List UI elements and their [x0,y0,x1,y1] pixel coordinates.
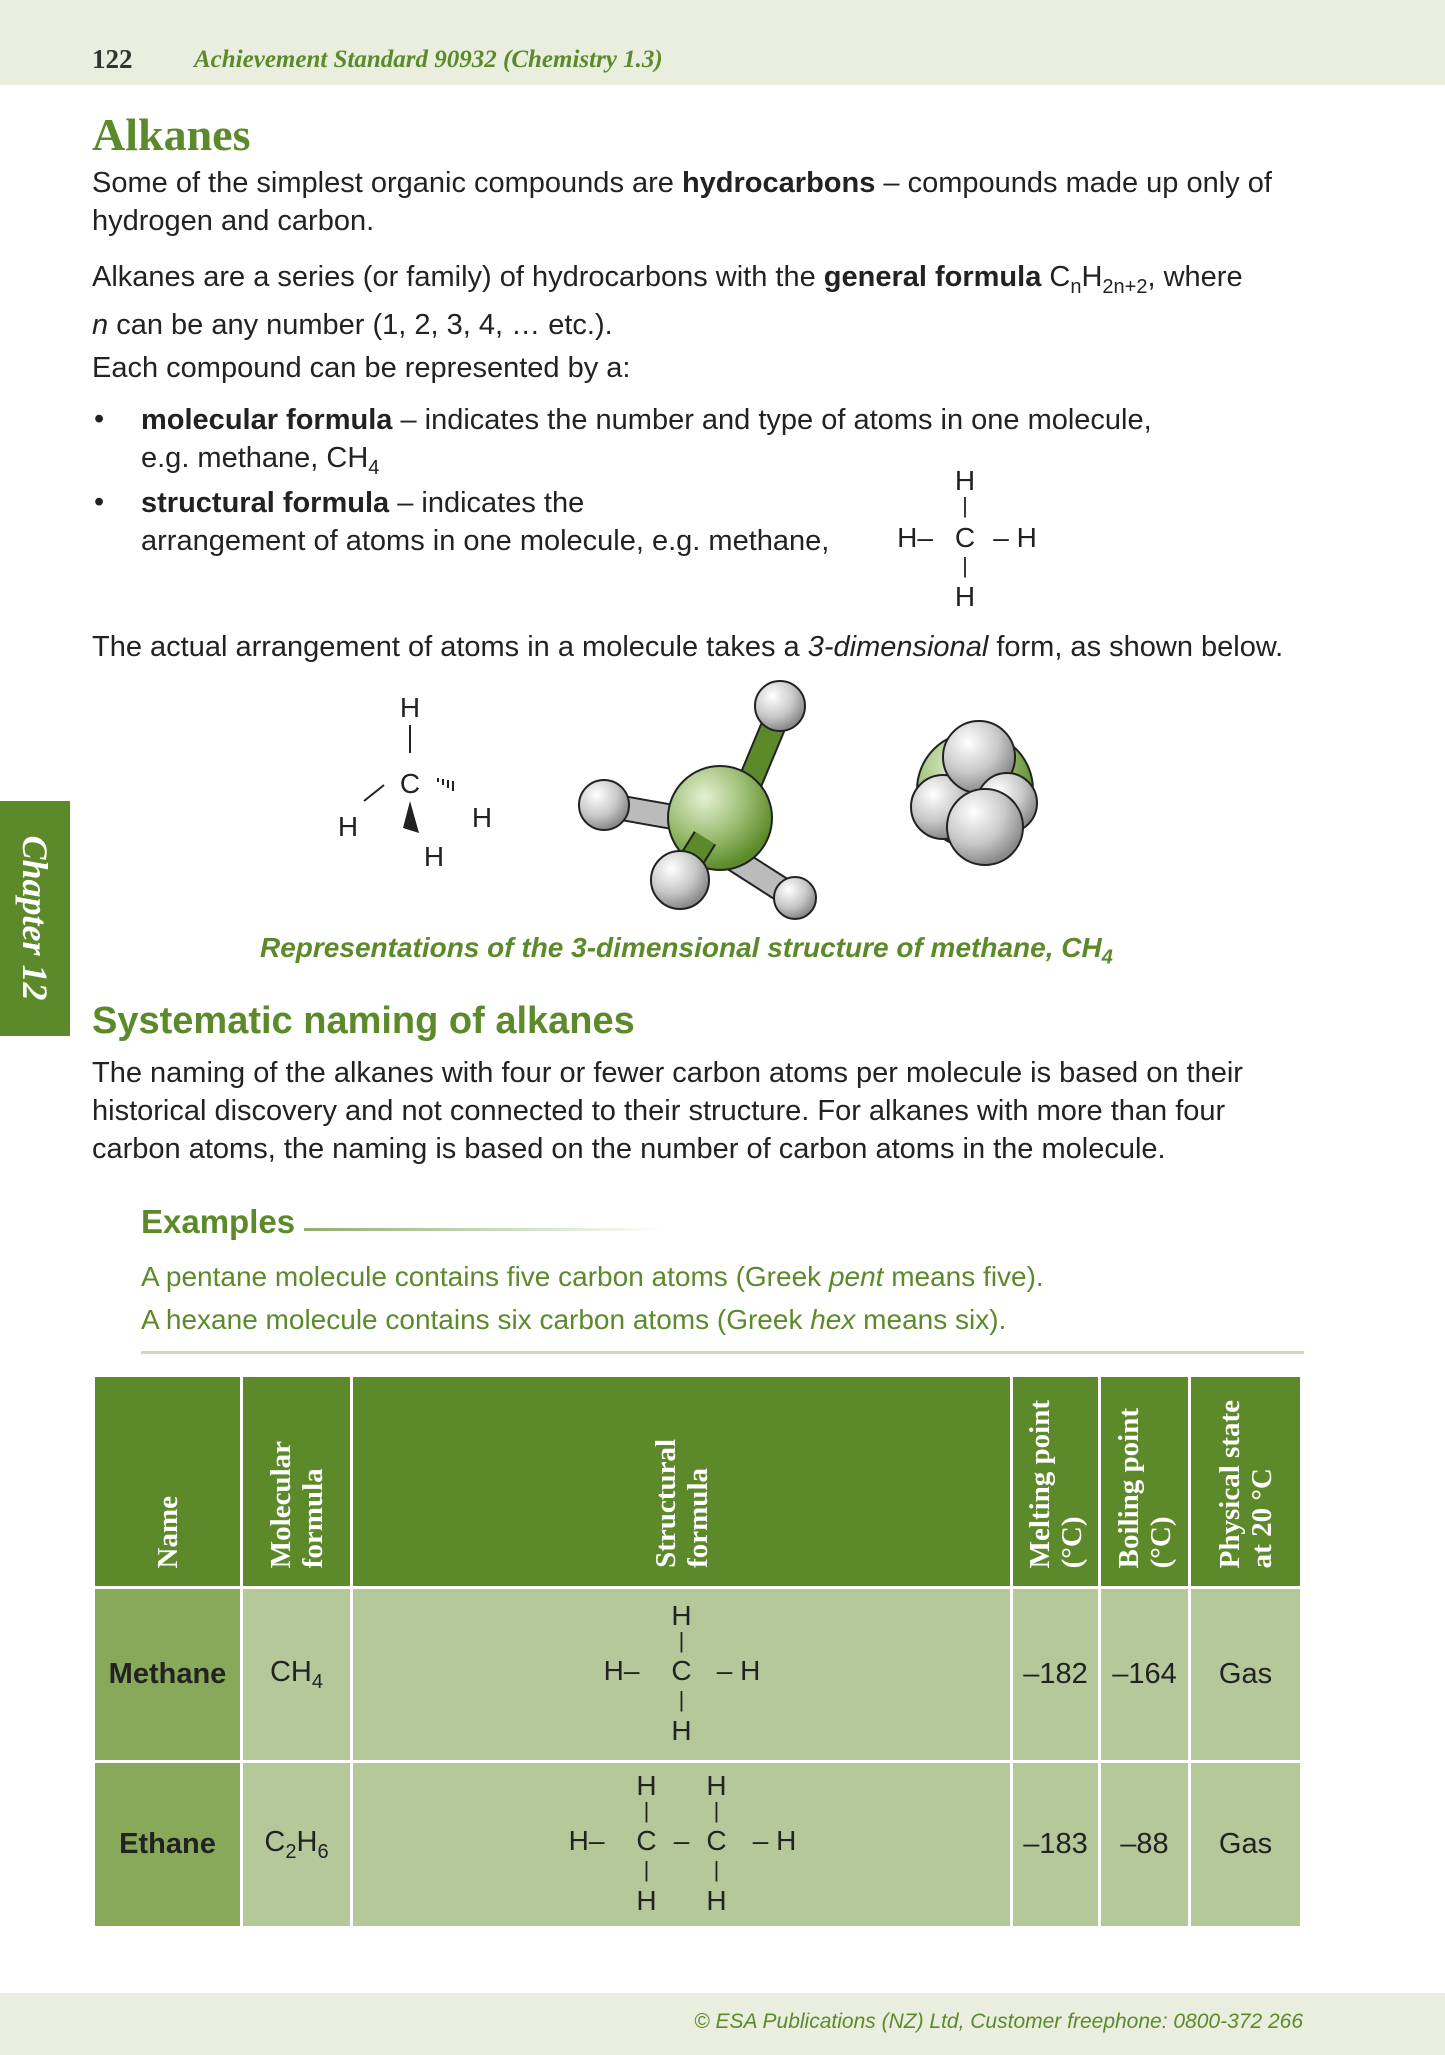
three-d-paragraph: The actual arrangement of atoms in a molecule takes a 3-dimensional form, as shown below. [92,631,1284,663]
table-row [94,1762,1302,1928]
wedge-bond [403,801,419,833]
cell-physical-state: Gas [1190,1762,1302,1928]
section-title: Systematic naming of alkanes [92,1000,635,1042]
figure-caption: Representations of the 3-dimensional structure of methane, $CH_4$ [260,932,1113,969]
col-header-physical-state: Physical state at 20 °C [1190,1376,1302,1588]
footer-copyright: © ESA Publications (NZ) Ltd, Customer freephone: 0800-372 266 [694,2010,1303,2033]
atom-h-left: H– [897,522,933,553]
wedge-dash-diagram [320,680,530,880]
example-hexane: A hexane molecule contains six carbon atoms (Greek hex means six). [141,1304,1007,1335]
bond-line [364,785,384,801]
label-h-right: H [471,802,493,833]
hydrogen-atom [651,851,709,909]
cell-melting-point: –183 [1012,1762,1100,1928]
intro-paragraph-1: Some of the simplest organic compounds are hydrocarbons – compounds made up only of hydrogen and carbon. [92,167,1272,237]
page-number: 122 [92,44,133,74]
bullet-dot: • [94,403,105,435]
methane-structure: H | H– C – H | H [603,1599,761,1746]
bond-vertical: | [962,493,968,518]
intro-paragraph-3: Each compound can be represented by a: [92,352,631,384]
space-filling-model [905,715,1055,875]
cell-structural-formula [352,1762,1012,1928]
intro-paragraph-2: Alkanes are a series (or family) of hydrocarbons with the general formula $C_nH_{2n+2}$, where n can be any number (1, 2, 3, 4, … etc.). [92,261,1243,341]
hydrogen-atom [579,780,629,830]
atom-h-right: – H [993,522,1037,553]
chapter-tab-label: Chapter 12 [15,835,55,1001]
page-title: Alkanes [92,109,251,160]
table-row [94,1588,1302,1762]
col-header-name: Name [94,1376,242,1588]
alkanes-table [92,1374,1303,1929]
cell-name: Ethane [94,1762,242,1928]
examples-bottom-rule [141,1351,1304,1354]
bond-vertical: | [962,553,968,578]
col-header-structural-formula: Structural formula [352,1376,1012,1588]
col-header-boiling-point: Boiling point (°C) [1100,1376,1190,1588]
example-pentane: A pentane molecule contains five carbon atoms (Greek pent means five). [141,1261,1044,1292]
atom-c: C [954,522,976,553]
label-h-top: H [399,692,421,723]
dash-bond [438,778,453,791]
cell-physical-state: Gas [1190,1588,1302,1762]
cell-name: Methane [94,1588,242,1762]
examples-rule [304,1228,664,1231]
label-h-bottom: H [423,841,445,872]
examples-heading: Examples [141,1203,296,1240]
ethane-structure: H H | | H– C – C – H | | H H [568,1769,797,1916]
table-header-row [94,1376,1302,1588]
atom-h-top: H [954,465,976,496]
col-header-molecular-formula: Molecular formula [242,1376,352,1588]
label-c: C [399,768,421,799]
ball-and-stick-model [570,670,830,930]
label-h-left: H [337,811,359,842]
section-paragraph: The naming of the alkanes with four or fewer carbon atoms per molecule is based on their historical discovery and not connected to their structure. For alkanes with more than four carbon atoms, the naming is based on the number of carbon atoms in the molecule. [92,1057,1243,1165]
bullet-molecular-formula: molecular formula – indicates the number and type of atoms in one molecule, e.g. methane, $CH_4$ [141,404,1152,479]
atom-h-bottom: H [954,581,976,612]
hydrogen-atom [755,681,805,731]
bullet-structural-formula: structural formula – indicates the arrangement of atoms in one molecule, e.g. methane, [141,487,830,557]
cell-molecular-formula: $C_2H_6$ [242,1762,352,1928]
cell-boiling-point: –164 [1100,1588,1190,1762]
hydrogen-atom [947,789,1023,865]
cell-boiling-point: –88 [1100,1762,1190,1928]
bullet-dot: • [94,486,105,518]
standard-title: Achievement Standard 90932 (Chemistry 1.3) [194,46,663,73]
cell-melting-point: –182 [1012,1588,1100,1762]
cell-molecular-formula: $CH_4$ [242,1588,352,1762]
cell-structural-formula [352,1588,1012,1762]
col-header-melting-point: Melting point (°C) [1012,1376,1100,1588]
hydrogen-atom [774,877,816,919]
